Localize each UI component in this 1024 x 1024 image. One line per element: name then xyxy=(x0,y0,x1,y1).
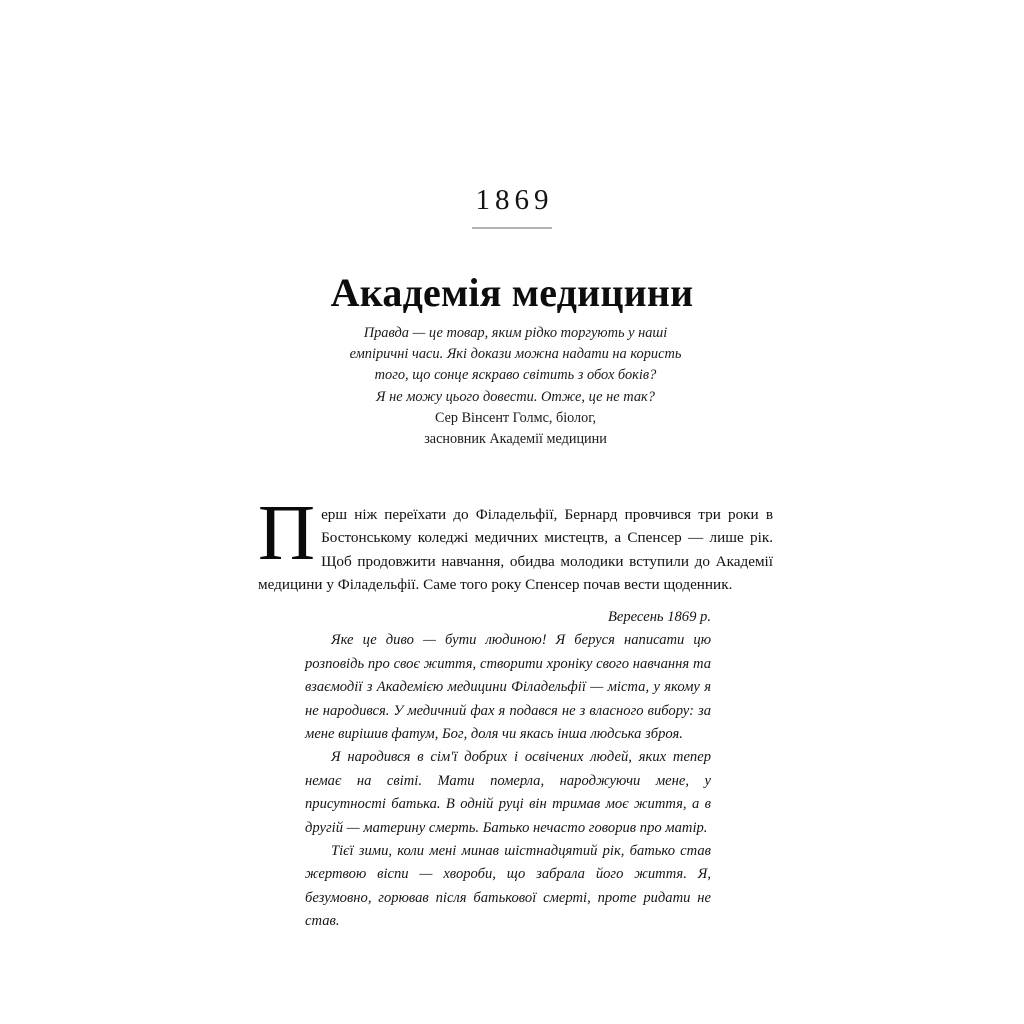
diary-paragraph: Я народився в сім'ї добрих і освічених людей, яких тепер немає на світі. Мати померла, народжуючи мене, у присутності батька. В одній руці він тримав моє життя, а в другій — материну смерть. Батько нечасто говорив про матір. xyxy=(305,749,711,836)
narrative-body xyxy=(258,490,773,597)
epigraph-quote-line: Я не можу цього довести. Отже, це не так? xyxy=(376,388,655,405)
diary-paragraph: Тієї зими, коли мені минав шістнадцятий рік, батько став жертвою віспи — хвороби, що забрала його життя. Я, безумовно, горював після батькової смерті, проте ридати не став. xyxy=(305,843,711,930)
epigraph-quote-line: того, що сонце яскраво світить з обох боків? xyxy=(374,367,657,384)
narrative-paragraph xyxy=(258,490,773,597)
chapter-number: 1869 xyxy=(475,184,554,216)
diary-entry xyxy=(305,606,711,934)
epigraph-quote-line: Правда — це товар, яким рідко торгують у наші xyxy=(363,325,668,341)
diary-paragraph: Яке це диво — бути людиною! Я беруся написати цю розповідь про своє життя, створити хроніку свого навчання та взаємодії з Академією медицини Філадельфії — міста, у якому я не народився. У медичний фах я подався не з власного вибору: за мене вирішив фатум, Бог, доля чи якась інша людська зброя. xyxy=(305,632,711,743)
chapter-divider-rule xyxy=(472,227,552,229)
chapter-number-block xyxy=(0,186,1024,229)
diary-date: Вересень 1869 р. xyxy=(607,609,711,625)
chapter-title: Академія медицини xyxy=(330,269,694,315)
epigraph-attribution-line: засновник Академії медицини xyxy=(424,431,607,448)
drop-cap: П xyxy=(258,490,316,577)
epigraph-quote xyxy=(307,323,724,408)
epigraph-attribution xyxy=(307,408,724,450)
epigraph-attribution-line: Сер Вінсент Голмс, біолог, xyxy=(435,409,596,426)
narrative-text: ерш ніж переїхати до Філадельфії, Бернард провчився три роки в Бостонському коледжі медичних мистецтв, а Спенсер — лише рік. Щоб продовжити навчання, обидва молодики вступили до Академії медицини у Філадельфії. Саме того року Спенсер почав вести щоденник. xyxy=(258,506,773,594)
epigraph-quote-line: емпіричні часи. Які докази можна надати на користь xyxy=(349,346,682,363)
epigraph xyxy=(307,323,724,450)
